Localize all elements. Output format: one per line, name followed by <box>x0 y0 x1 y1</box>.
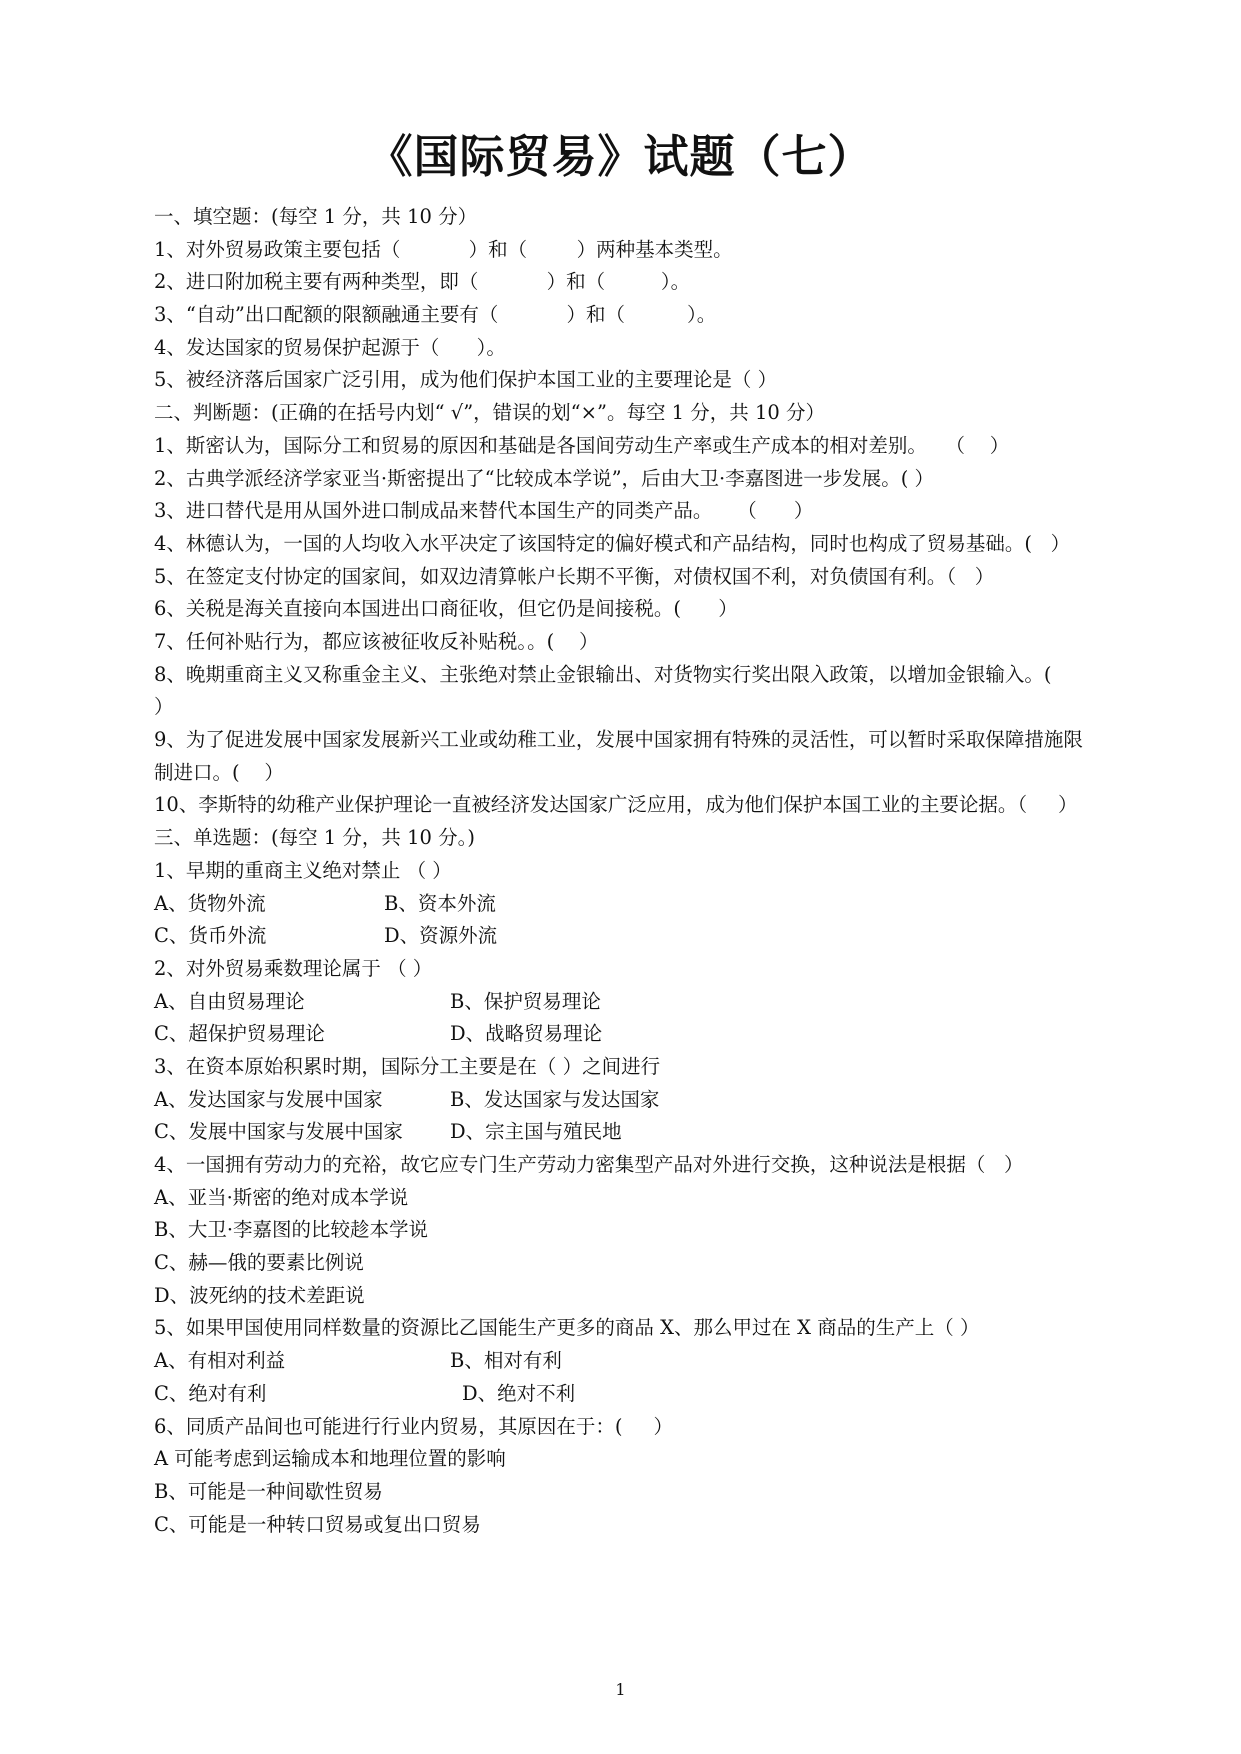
option-row <box>154 920 1094 953</box>
option-row <box>154 1018 1094 1051</box>
question-stem: 5、如果甲国使用同样数量的资源比乙国能生产更多的商品 X、那么甲过在 X 商品的生产上（ ） <box>154 1316 980 1340</box>
question-text: 7、任何补贴行为，都应该被征收反补贴税。。( ） <box>154 629 599 653</box>
option-b: B、相对有利 <box>450 1349 562 1373</box>
question-text: 1、对外贸易政策主要包括（ ）和（ ）两种基本类型。 <box>154 237 733 261</box>
question-stem: 6、同质产品间也可能进行行业内贸易，其原因在于：( ） <box>154 1414 674 1438</box>
option-d: D、宗主国与殖民地 <box>450 1120 622 1144</box>
question-text: 3、“自动”出口配额的限额融通主要有（ ）和（ ）。 <box>154 303 717 327</box>
question-text: 9、为了促进发展中国家发展新兴工业或幼稚工业，发展中国家拥有特殊的灵活性，可以暂时采取保障措施限制进口。( ） <box>154 728 1083 784</box>
question-text: 2、古典学派经济学家亚当·斯密提出了“比较成本学说”，后由大卫·李嘉图进一步发展。( ） <box>154 466 935 490</box>
question-text: 4、林德认为，一国的人均收入水平决定了该国特定的偏好模式和产品结构，同时也构成了贸易基础。( ） <box>154 531 1071 555</box>
question-stem: 3、在资本原始积累时期，国际分工主要是在（ ）之间进行 <box>154 1054 661 1078</box>
option-b: B、发达国家与发达国家 <box>450 1087 660 1111</box>
option-d: D、波死纳的技术差距说 <box>154 1283 365 1307</box>
option-b: B、保护贸易理论 <box>450 989 601 1013</box>
option-a: A、亚当·斯密的绝对成本学说 <box>154 1185 409 1209</box>
option-a: A、货物外流 <box>154 891 266 915</box>
page-title: 《国际贸易》试题（七） <box>367 130 874 183</box>
section-heading-true-false: 二、判断题：(正确的在括号内划“ √”，错误的划“×”。每空 1 分，共 10 分） <box>154 401 825 425</box>
option-row <box>154 1378 1094 1411</box>
question-text: 6、关税是海关直接向本国进出口商征收，但它仍是间接税。( ） <box>154 597 738 621</box>
option-c: C、发展中国家与发展中国家 <box>154 1120 403 1144</box>
option-b: B、大卫·李嘉图的比较趁本学说 <box>154 1218 429 1242</box>
section-heading-fill-blank: 一、填空题：(每空 1 分，共 10 分） <box>154 205 478 228</box>
option-d: D、战略贸易理论 <box>450 1022 603 1046</box>
option-c: C、绝对有利 <box>154 1381 267 1405</box>
page-number: 1 <box>615 1680 626 1699</box>
option-row <box>154 1345 1094 1378</box>
option-c: C、可能是一种转口贸易或复出口贸易 <box>154 1512 481 1536</box>
question-text: 8、晚期重商主义又称重金主义、主张绝对禁止金银输出、对货物实行奖出限入政策，以增加金银输入。( ） <box>154 662 1089 719</box>
question-text: 4、发达国家的贸易保护起源于（ ）。 <box>154 335 506 359</box>
option-b: B、可能是一种间歇性贸易 <box>154 1479 383 1503</box>
option-row <box>154 888 1094 921</box>
option-a: A、自由贸易理论 <box>154 989 305 1013</box>
option-c: C、货币外流 <box>154 924 267 948</box>
option-a: A 可能考虑到运输成本和地理位置的影响 <box>154 1447 506 1471</box>
question-text: 5、被经济落后国家广泛引用，成为他们保护本国工业的主要理论是（ ） <box>154 368 778 392</box>
question-stem: 4、一国拥有劳动力的充裕，故它应专门生产劳动力密集型产品对外进行交换，这种说法是根据（ ） <box>154 1153 1024 1177</box>
option-row <box>154 1116 1094 1149</box>
option-row <box>154 986 1094 1019</box>
option-c: C、赫—俄的要素比例说 <box>154 1251 364 1275</box>
question-text: 1、斯密认为，国际分工和贸易的原因和基础是各国间劳动生产率或生产成本的相对差别。 （ ） <box>154 433 1010 457</box>
option-b: B、资本外流 <box>384 891 496 915</box>
option-d: D、资源外流 <box>384 924 498 948</box>
option-c: C、超保护贸易理论 <box>154 1022 325 1046</box>
section-heading-single-choice: 三、单选题：(每空 1 分，共 10 分。) <box>154 826 475 850</box>
question-text: 3、进口替代是用从国外进口制成品来替代本国生产的同类产品。 （ ） <box>154 499 814 523</box>
option-a: A、发达国家与发展中国家 <box>154 1087 383 1111</box>
option-d: D、绝对不利 <box>462 1381 576 1405</box>
question-stem: 1、早期的重商主义绝对禁止 （ ） <box>154 858 452 882</box>
question-text: 5、在签定支付协定的国家间，如双边清算帐户长期不平衡，对债权国不利，对负债国有利。（ ） <box>154 564 995 588</box>
option-row <box>154 1084 1094 1117</box>
question-stem: 2、对外贸易乘数理论属于 （ ） <box>154 956 433 980</box>
option-a: A、有相对利益 <box>154 1349 286 1373</box>
question-text: 10、李斯特的幼稚产业保护理论一直被经济发达国家广泛应用，成为他们保护本国工业的主要论据。（ ） <box>154 793 1078 817</box>
exam-body <box>154 201 1094 1541</box>
question-text: 2、进口附加税主要有两种类型，即（ ）和（ ）。 <box>154 270 691 294</box>
